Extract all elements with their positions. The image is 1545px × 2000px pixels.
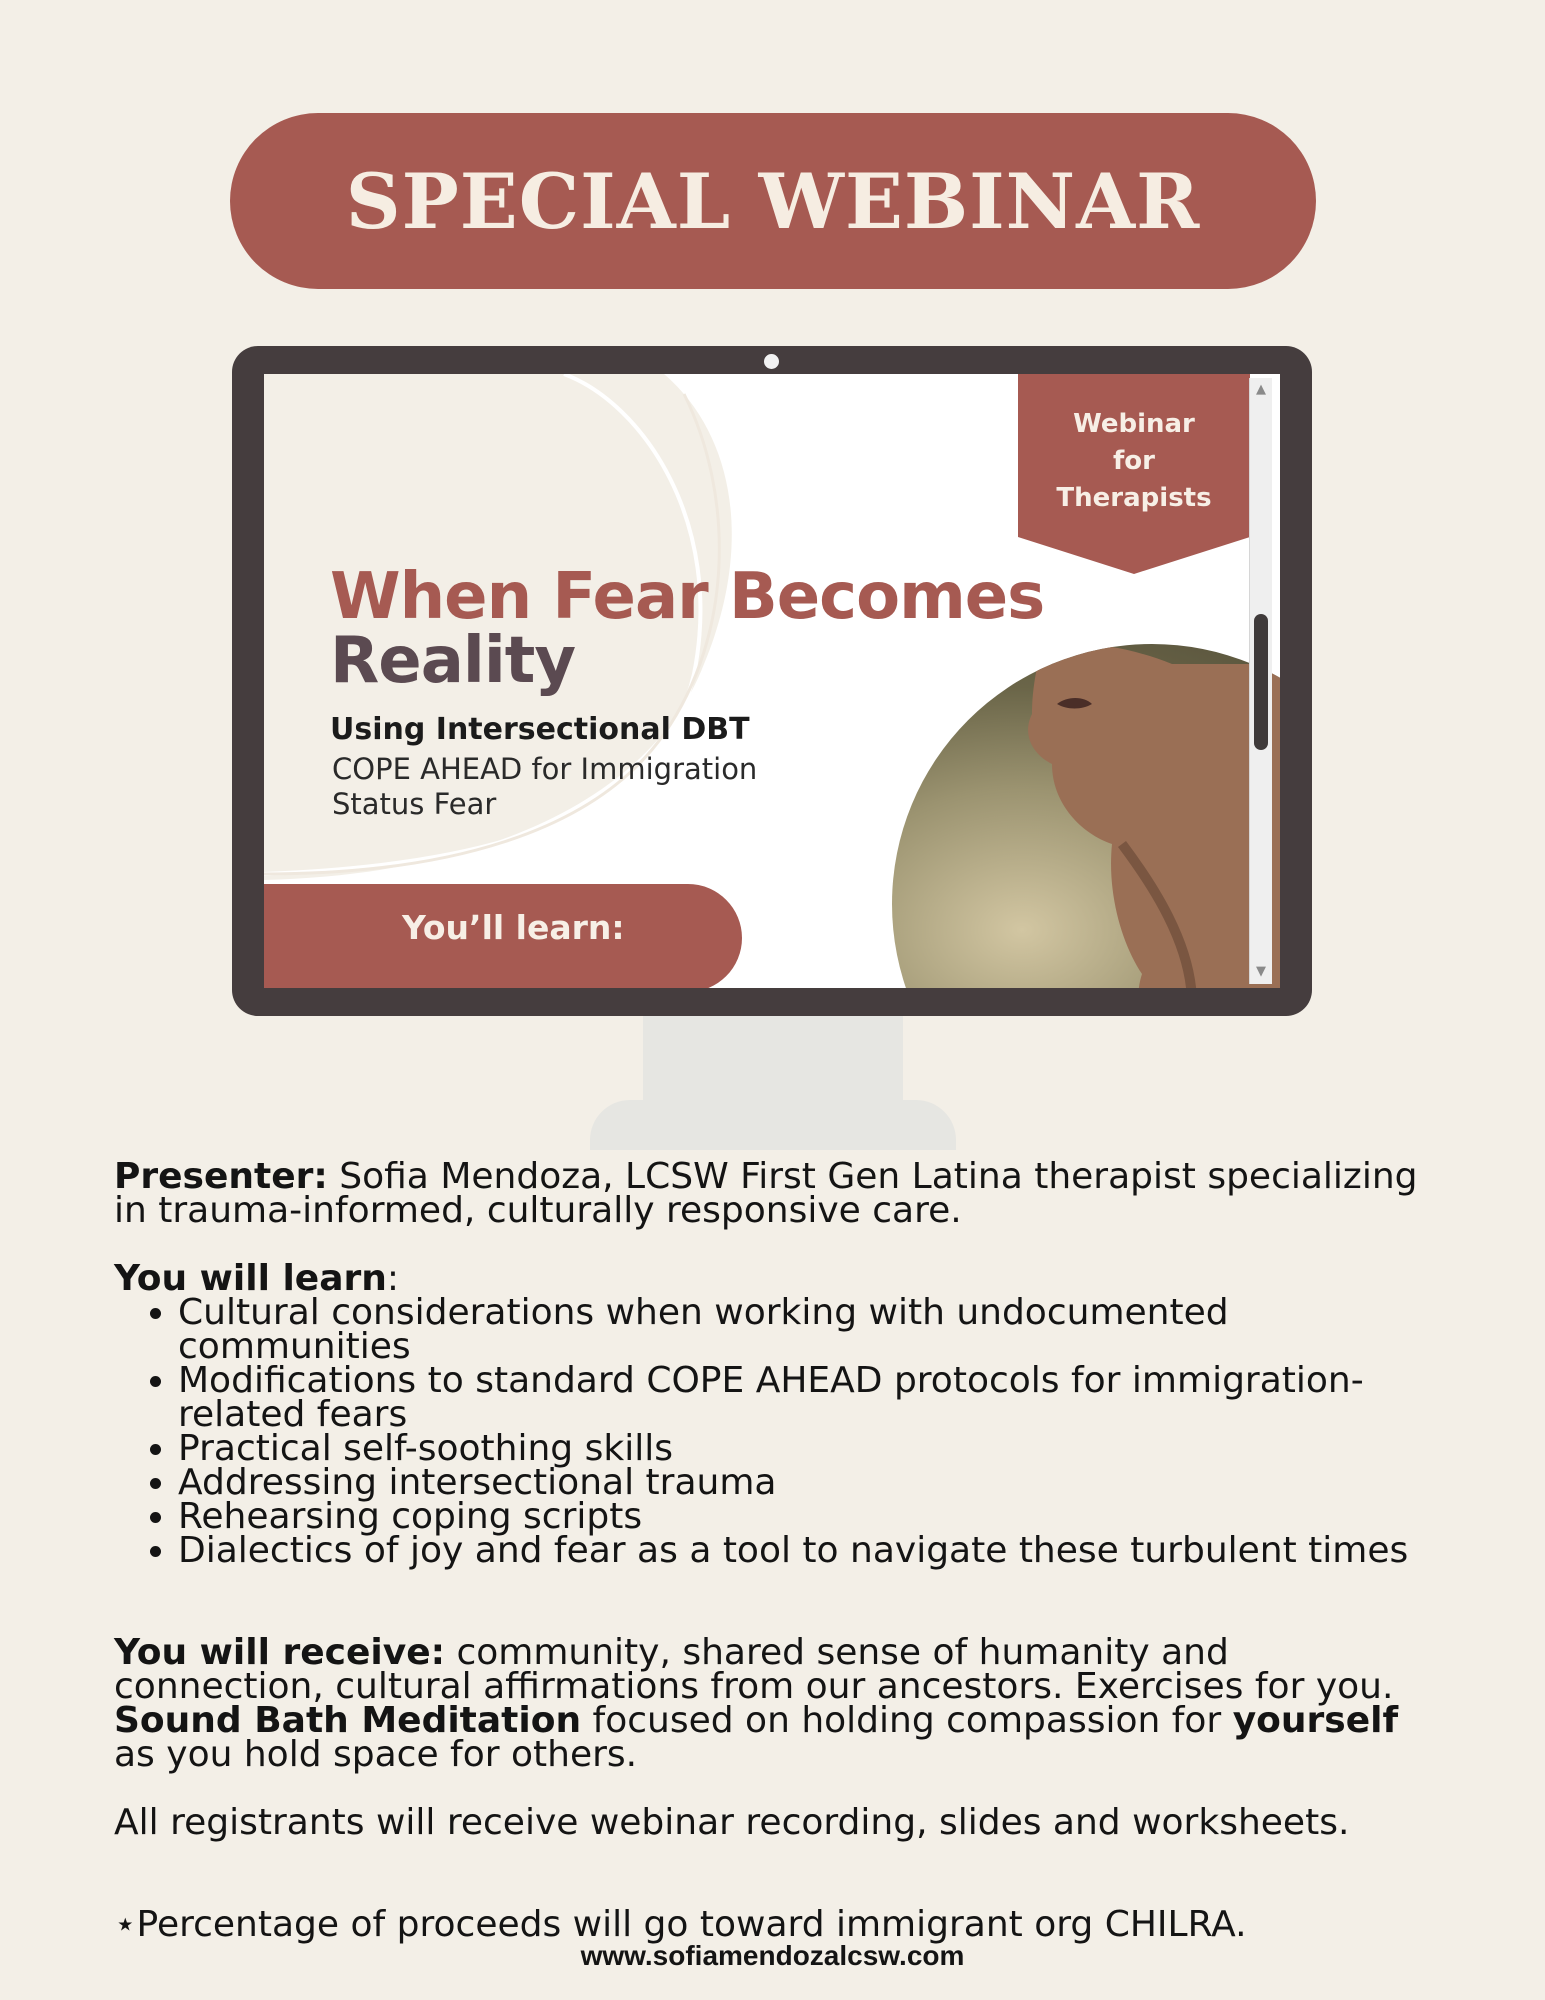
page-title: SPECIAL WEBINAR	[345, 156, 1201, 246]
woman-silhouette	[892, 644, 1280, 988]
list-item: • Modifications to standard COPE AHEAD protocols for immigration-related fears	[178, 1364, 1444, 1432]
camera-dot	[764, 354, 779, 369]
list-item: • Dialectics of joy and fear as a tool to navigate these turbulent times	[178, 1534, 1444, 1568]
website-link[interactable]: www.sofiamendozalcsw.com	[580, 1940, 965, 1971]
presenter-paragraph	[114, 1156, 1444, 1231]
slide-title-line-1: When Fear Becomes	[330, 560, 1045, 634]
receive-text: as you hold space for others.	[114, 1734, 638, 1775]
webinar-slide	[264, 374, 1280, 988]
ribbon-label	[1018, 406, 1250, 517]
receive-label: You will receive:	[114, 1632, 446, 1673]
header-banner	[230, 113, 1316, 289]
receive-text: community, shared sense of humanity and connection, cultural affirmations from our ancestors. Exercises for you.	[114, 1632, 1394, 1707]
learn-list	[114, 1292, 1444, 1571]
presenter-label: Presenter:	[114, 1156, 328, 1197]
scroll-up-icon[interactable]: ▲	[1256, 382, 1266, 397]
yourself-label: yourself	[1232, 1700, 1399, 1741]
learn-label: You will learn	[114, 1258, 387, 1299]
receive-text: focused on holding compassion for	[581, 1700, 1233, 1741]
learn-pill-label: You’ll learn:	[402, 908, 625, 947]
monitor-stand-base	[590, 1100, 956, 1150]
scrollbar[interactable]	[1249, 378, 1272, 984]
slide-title-line-2: Reality	[330, 624, 576, 698]
woman-breathing-photo	[892, 644, 1280, 988]
learn-colon: :	[386, 1258, 400, 1299]
ribbon-line: Therapists	[1056, 483, 1212, 513]
receive-paragraph	[114, 1632, 1444, 1775]
monitor-frame	[232, 346, 1312, 1016]
scroll-thumb[interactable]	[1254, 614, 1268, 750]
slide-subtitle: Using Intersectional DBT	[330, 712, 750, 747]
registrants-note: All registrants will receive webinar recording, slides and worksheets.	[114, 1802, 1350, 1843]
webinar-details	[114, 1156, 1444, 1945]
proceeds-note: ⋆Percentage of proceeds will go toward immigrant org CHILRA.	[114, 1904, 1247, 1945]
ribbon-line: for	[1113, 446, 1155, 476]
scroll-down-icon[interactable]: ▼	[1256, 964, 1266, 979]
slide-body-line: Status Fear	[332, 787, 497, 821]
presenter-text: Sofia Mendoza, LCSW First Gen Latina therapist specializing in trauma-informed, culturally responsive care.	[114, 1156, 1418, 1231]
sound-bath-label: Sound Bath Meditation	[114, 1700, 582, 1741]
list-item: • Cultural considerations when working with undocumented communities	[178, 1296, 1444, 1364]
list-item: • Addressing intersectional trauma	[178, 1466, 1444, 1500]
learn-heading	[114, 1258, 1444, 1299]
slide-body-line: COPE AHEAD for Immigration	[332, 752, 758, 786]
list-item: • Practical self-soothing skills	[178, 1432, 1444, 1466]
list-item: • Rehearsing coping scripts	[178, 1500, 1444, 1534]
ribbon-line: Webinar	[1073, 409, 1195, 439]
